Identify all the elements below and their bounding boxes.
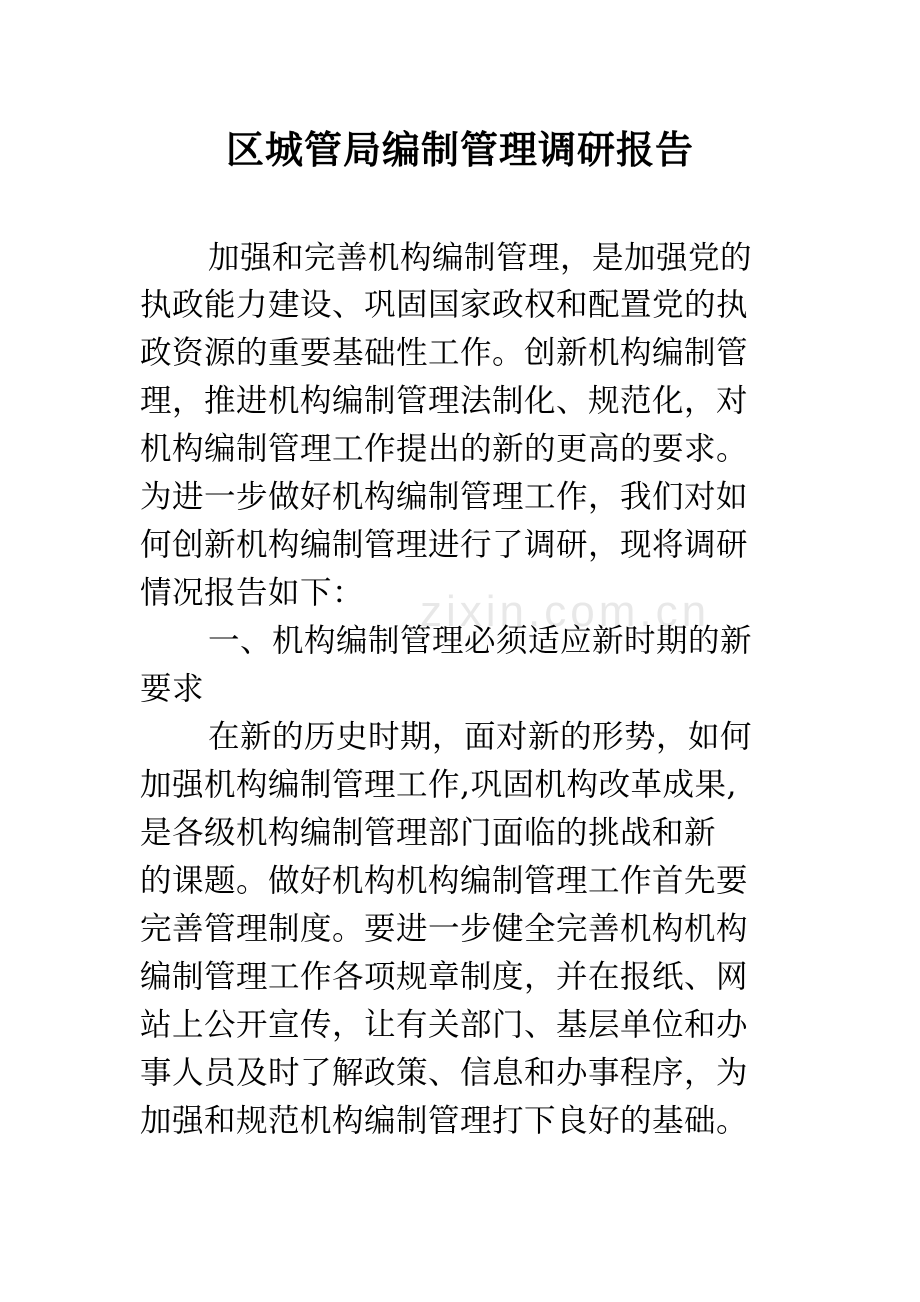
- body-line: 编制管理工作各项规章制度，并在报纸、网: [140, 959, 749, 995]
- body-line: 事人员及时了解政策、信息和办事程序，为: [140, 1055, 749, 1091]
- section-heading: 要求: [140, 671, 205, 707]
- body-line: 为进一步做好机构编制管理工作，我们对如: [140, 479, 749, 515]
- document-title: 区城管局编制管理调研报告: [225, 127, 694, 172]
- body-line: 站上公开宣传，让有关部门、基层单位和办: [140, 1007, 749, 1043]
- body-line: 执政能力建设、巩固国家政权和配置党的执: [140, 287, 749, 323]
- body-line: 是各级机构编制管理部门面临的挑战和新: [140, 815, 717, 851]
- body-line: 何创新机构编制管理进行了调研，现将调研: [140, 527, 749, 563]
- body-line: 理，推进机构编制管理法制化、规范化，对: [140, 383, 749, 419]
- body-line: 在新的历史时期，面对新的形势，如何: [208, 719, 753, 755]
- body-line: 加强和完善机构编制管理，是加强党的: [208, 240, 753, 276]
- section-heading: 一、机构编制管理必须适应新时期的新: [208, 623, 753, 659]
- body-line: 政资源的重要基础性工作。创新机构编制管: [140, 335, 749, 371]
- body-line: 加强机构编制管理工作,巩固机构改革成果,: [140, 767, 738, 803]
- watermark: zixin.com.cn: [420, 587, 711, 636]
- body-line: 情况报告如下：: [140, 575, 365, 611]
- body-line: 机构编制管理工作提出的新的更高的要求。: [140, 431, 749, 467]
- body-line: 的课题。做好机构机构编制管理工作首先要: [140, 863, 749, 899]
- body-line: 完善管理制度。要进一步健全完善机构机构: [140, 911, 749, 947]
- body-line: 加强和规范机构编制管理打下良好的基础。: [140, 1103, 749, 1139]
